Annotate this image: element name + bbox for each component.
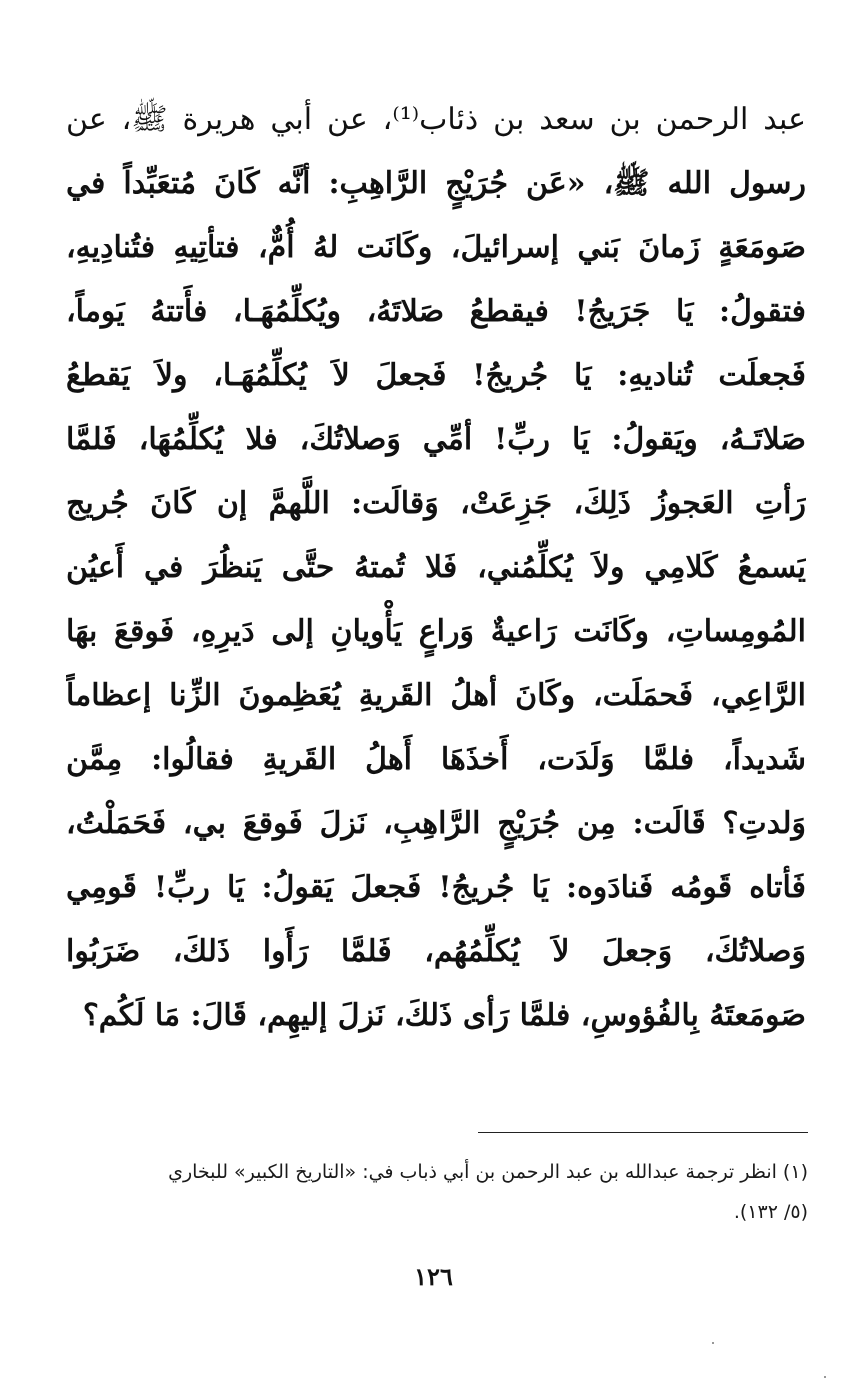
text-line-15: صَومَعتَهُ بِالفُؤوسِ، فلمَّا رَأى ذَلكَ، نَزلَ إليهِم، قَالَ: مَا لَكُم؟ [82, 998, 806, 1033]
text-line-5: فَجعلَت تُناديهِ: يَا جُريجُ! فَجعلَ لاَ يُكلِّمُهَـا، ولاَ يَقطعُ [66, 358, 806, 393]
text-line-1: عبد الرحمن بن سعد بن ذئاب⁽¹⁾، عن أبي هريرة ﷺ، عن [66, 102, 806, 137]
scan-speck [824, 1376, 826, 1378]
text-line-12: وَلدتِ؟ قَالَت: مِن جُرَيْجٍ الرَّاهِبِ، نَزلَ فَوقعَ بي، فَحَمَلْتُ، [66, 806, 806, 841]
scan-speck [712, 1342, 714, 1344]
footnote-line-1: (١) انظر ترجمة عبدالله بن عبد الرحمن بن أبي ذباب في: «التاريخ الكبير» للبخاري [168, 1161, 808, 1183]
text-line-3: صَومَعَةٍ زَمانَ بَني إسرائيلَ، وكَانَت لهُ أُمٌّ، فتأتِيهِ فتُنادِيهِ، [66, 230, 806, 265]
text-line-7: رَأتِ العَجوزُ ذَلِكَ، جَزِعَتْ، وَقالَت: اللَّهمَّ إن كَانَ جُريج [66, 486, 806, 521]
text-line-10: الرَّاعِي، فَحمَلَت، وكَانَ أهلُ القَريةِ يُعَظِمونَ الزِّنا إعظاماً [66, 678, 806, 713]
footnote-separator [478, 1132, 808, 1133]
text-line-13: فَأتاه قَومُه فَنادَوه: يَا جُريجُ! فَجعلَ يَقولُ: يَا ربِّ! قَومِي [66, 870, 806, 905]
text-line-14: وَصلاتُكَ، وَجعلَ لاَ يُكلِّمُهُم، فَلمَّا رَأَوا ذَلكَ، ضَرَبُوا [66, 934, 806, 969]
footnote-line-2: (٥/ ١٣٢). [733, 1201, 808, 1223]
text-line-9: المُومِساتِ، وكَانَت رَاعيةٌ وَراعٍ يَأْويانِ إلى دَيرِهِ، فَوقعَ بهَا [66, 614, 806, 649]
text-line-8: يَسمعُ كَلامِي ولاَ يُكلِّمُني، فَلا تُمتهُ حتَّى يَنظُرَ في أَعيُن [66, 550, 806, 585]
main-text-block [66, 88, 806, 1048]
page-number: ١٢٦ [414, 1262, 453, 1291]
text-line-2: رسول الله ﷺ، «عَن جُرَيْجٍ الرَّاهِبِ: أنَّه كَانَ مُتعَبِّداً في [66, 166, 806, 201]
text-line-11: شَديداً، فلمَّا وَلَدَت، أَخذَهَا أَهلُ القَريةِ فقالُوا: مِمَّن [66, 742, 806, 777]
footnote [66, 1152, 808, 1232]
text-line-4: فتقولُ: يَا جَرَيجُ! فيقطعُ صَلاتَهُ، ويُكلِّمُهَـا، فأَتتهُ يَوماً، [66, 294, 806, 329]
text-line-6: صَلاتَـهُ، ويَقولُ: يَا ربِّ! أمِّي وَصلاتُكَ، فلا يُكلِّمُهَا، فَلمَّا [66, 422, 806, 457]
